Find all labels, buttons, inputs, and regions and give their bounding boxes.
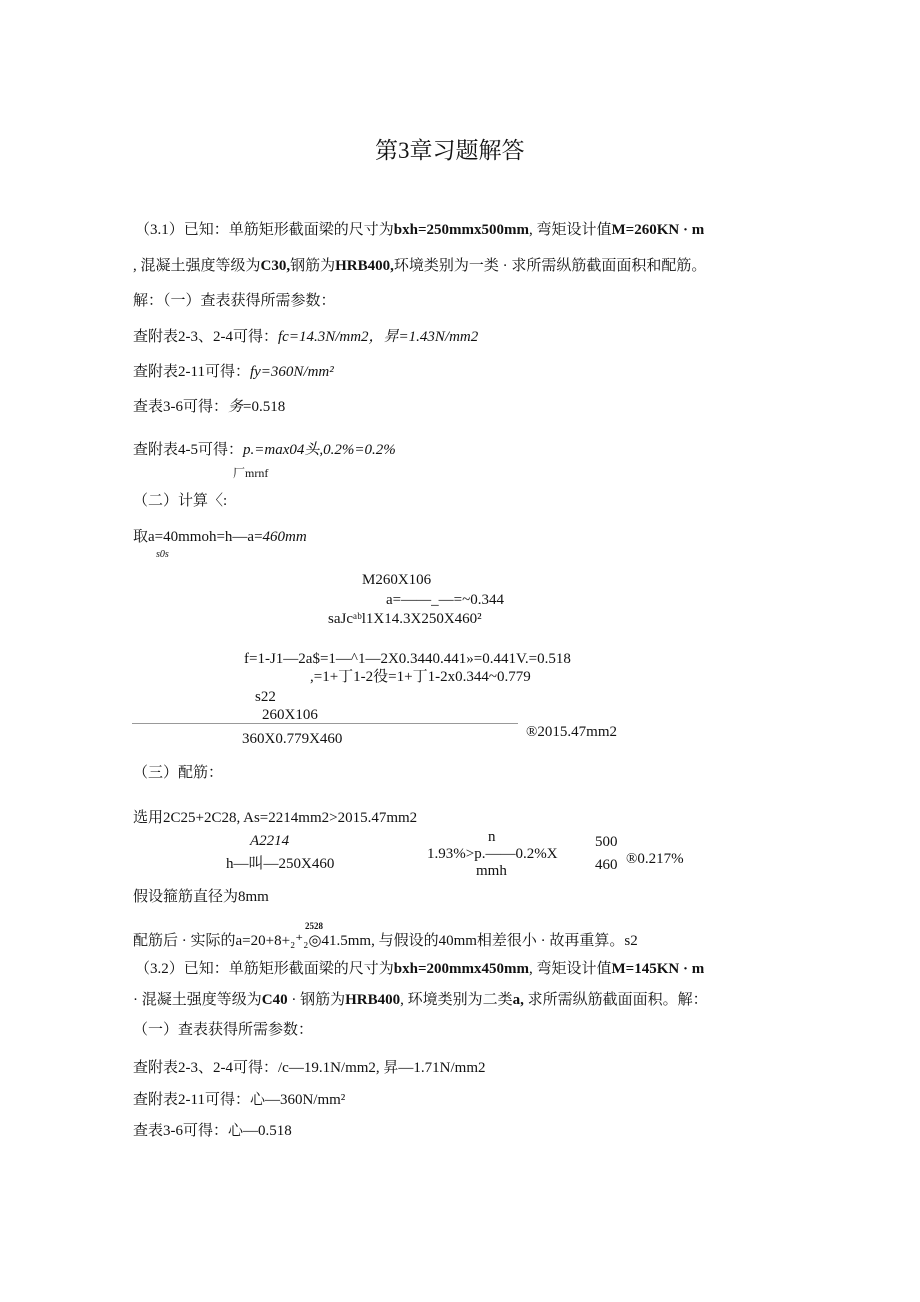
subscript: s0s: [156, 549, 169, 560]
rho-num: A2214: [250, 833, 290, 849]
formula-as-den: 360X0.779X460: [242, 731, 343, 747]
text: 务: [228, 399, 244, 415]
lookup-heading: （一）查表获得所需参数：: [133, 1022, 314, 1038]
lookup-rho-min: [133, 441, 396, 459]
text: bxh=250mmx500mm: [393, 222, 529, 238]
text: 查附表2-11可得：: [133, 364, 250, 380]
problem-3-2-statement-line2: [133, 991, 708, 1009]
text: 求所需纵筋截面面积。解：: [523, 992, 708, 1008]
text: HRB400: [345, 992, 401, 1008]
text: （3.2）已知：单筋矩形截面梁的尺寸为: [135, 961, 394, 977]
text: · 钢筋为: [287, 992, 346, 1008]
text: bxh=200mmx450mm: [393, 961, 529, 977]
formula-alpha-den: saJcᵃᵇl1X14.3X250X460²: [328, 611, 482, 627]
formula-as-num: 260X106: [262, 707, 318, 723]
bar-selection: 选用2C25+2C28, As=2214mm2>2015.47mm2: [133, 810, 418, 826]
text: 环境类别为一类 · 求所需纵筋截面面积和配筋。: [393, 258, 707, 274]
text: p.=max04头,0.2%=0.2%: [243, 442, 396, 458]
lookup-fy: 查附表2-11可得：心—360N/mm²: [133, 1092, 346, 1108]
lookup-fy: [133, 363, 334, 381]
lookup-xi-b: [133, 398, 285, 416]
rho-min-n: n: [488, 829, 496, 845]
lookup-fc-ft: 查附表2-3、2-4可得：/c—19.1N/mm2, 昇—1.71N/mm2: [133, 1060, 486, 1076]
text: 查附表4-5可得：: [133, 442, 243, 458]
rho-check: 1.93%>p.——0.2%X: [427, 846, 558, 862]
solution-heading: 解：（一）查表获得所需参数：: [133, 293, 336, 309]
text: , 弯矩设计值: [528, 961, 612, 977]
superscript: 2528: [305, 921, 323, 931]
rho-den: h—叫—250X460: [226, 856, 335, 872]
fraction-bar: [132, 723, 518, 724]
formula-alpha-num: M260X106: [362, 572, 432, 588]
text: · 混凝土强度等级为: [133, 992, 262, 1008]
problem-3-1-statement-line1: [135, 221, 704, 239]
text: 钢筋为: [290, 258, 336, 274]
text: a,: [512, 992, 524, 1008]
text: HRB400,: [335, 258, 394, 274]
text: 查附表2-3、2-4可得：: [133, 329, 278, 345]
rho-min-sub: mmh: [476, 863, 507, 879]
text: =0.518: [243, 399, 286, 415]
text: , 环境类别为二类: [400, 992, 513, 1008]
text: fc=14.3N/mm2，昇=1.43N/mm2: [278, 329, 479, 345]
formula-gamma: ,=1+丁1-2役=1+丁1-2x0.344~0.779: [310, 669, 531, 685]
problem-3-1-statement-line2: [133, 257, 706, 275]
lookup-xi-b: 查表3-6可得：心—0.518: [133, 1123, 292, 1139]
formula-xi: f=1-J1—2a$=1—^1—2X0.3440.441»=0.441V.=0.518: [244, 651, 571, 667]
text: 取a=40mmoh=h—a=: [133, 529, 263, 545]
subscript: 厂mrnf: [233, 466, 269, 480]
chapter-title: 第3章习题解答: [375, 138, 525, 163]
problem-3-2-statement-line1: [135, 960, 704, 978]
formula-fragment: s22: [255, 689, 276, 705]
text: , 混凝土强度等级为: [133, 258, 261, 274]
formula-alpha: a=——_—=~0.344: [386, 592, 504, 608]
text: M=145KN · m: [611, 961, 705, 977]
ratio-num: 500: [595, 834, 618, 850]
lookup-fc-ft: [133, 328, 478, 346]
ratio-den: 460: [595, 857, 618, 873]
actual-a-check: 配筋后 · 实际的a=20+8+₂⁺₂◎41.5mm, 与假设的40mm相差很小 · 故再重算。s2: [133, 933, 638, 949]
reinforcement-heading: （三）配筋：: [133, 765, 224, 781]
formula-as-result: ®2015.47mm2: [526, 724, 617, 740]
text: 460mm: [262, 529, 307, 545]
text: M=260KN · m: [611, 222, 705, 238]
rho-min-result: ®0.217%: [626, 851, 684, 867]
text: , 弯矩设计值: [528, 222, 612, 238]
text: C30,: [260, 258, 291, 274]
text: 查表3-6可得：: [133, 399, 228, 415]
text: fy=360N/mm²: [249, 364, 334, 380]
calc-heading: （二）计算〈:: [133, 493, 228, 509]
h0-line: [133, 528, 307, 546]
text: （3.1）已知：单筋矩形截面梁的尺寸为: [135, 222, 394, 238]
stirrup-assumption: 假设箍筋直径为8mm: [133, 889, 269, 905]
text: C40: [261, 992, 288, 1008]
